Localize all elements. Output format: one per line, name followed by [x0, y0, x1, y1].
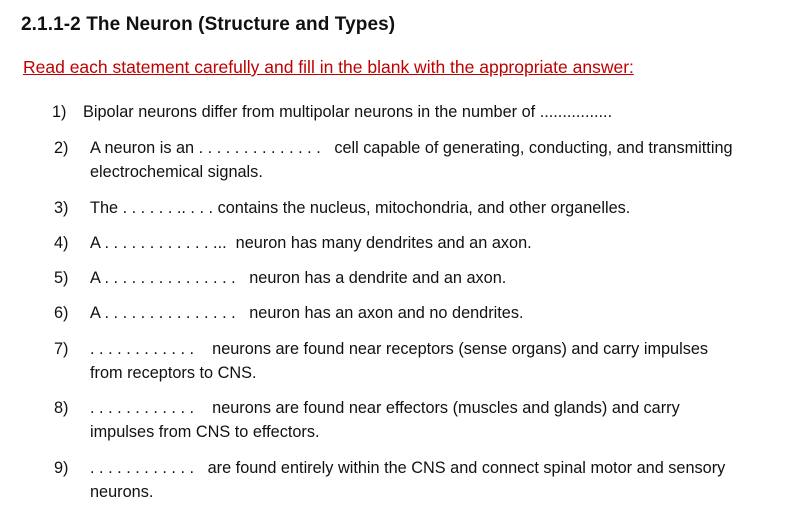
question-number: 8): [54, 399, 69, 417]
question-text: . . . . . . . . . . . . neurons are found near effectors (muscles and glands) and carry impulses from CNS to effectors.: [90, 399, 680, 441]
question-text: A . . . . . . . . . . . . . . . neuron has an axon and no dendrites.: [90, 304, 524, 322]
question-text: A . . . . . . . . . . . . ... neuron has many dendrites and an axon.: [90, 234, 532, 252]
page-title: 2.1.1-2 The Neuron (Structure and Types): [21, 14, 396, 35]
question-number: 3): [54, 199, 69, 217]
question-text: . . . . . . . . . . . . are found entirely within the CNS and connect spinal motor and sensory neurons.: [90, 459, 726, 501]
question-number: 2): [54, 139, 69, 157]
question-number: 5): [54, 269, 69, 287]
question-text: . . . . . . . . . . . . neurons are found near receptors (sense organs) and carry impulses from receptors to CNS.: [90, 340, 709, 382]
question-number: 4): [54, 234, 69, 252]
question-text: The . . . . . . .. . . . contains the nucleus, mitochondria, and other organelles.: [90, 199, 631, 217]
question-number: 1): [52, 103, 67, 121]
question-text: Bipolar neurons differ from multipolar neurons in the number of ................: [83, 103, 613, 121]
question-text: A neuron is an . . . . . . . . . . . . . . cell capable of generating, conducting, and transmitting electrochemical signals.: [90, 139, 733, 181]
question-text: A . . . . . . . . . . . . . . . neuron has a dendrite and an axon.: [90, 269, 507, 287]
instruction-text: Read each statement carefully and fill in the blank with the appropriate answer:: [23, 57, 634, 77]
question-number: 6): [54, 304, 69, 322]
question-number: 9): [54, 459, 69, 477]
question-number: 7): [54, 340, 69, 358]
